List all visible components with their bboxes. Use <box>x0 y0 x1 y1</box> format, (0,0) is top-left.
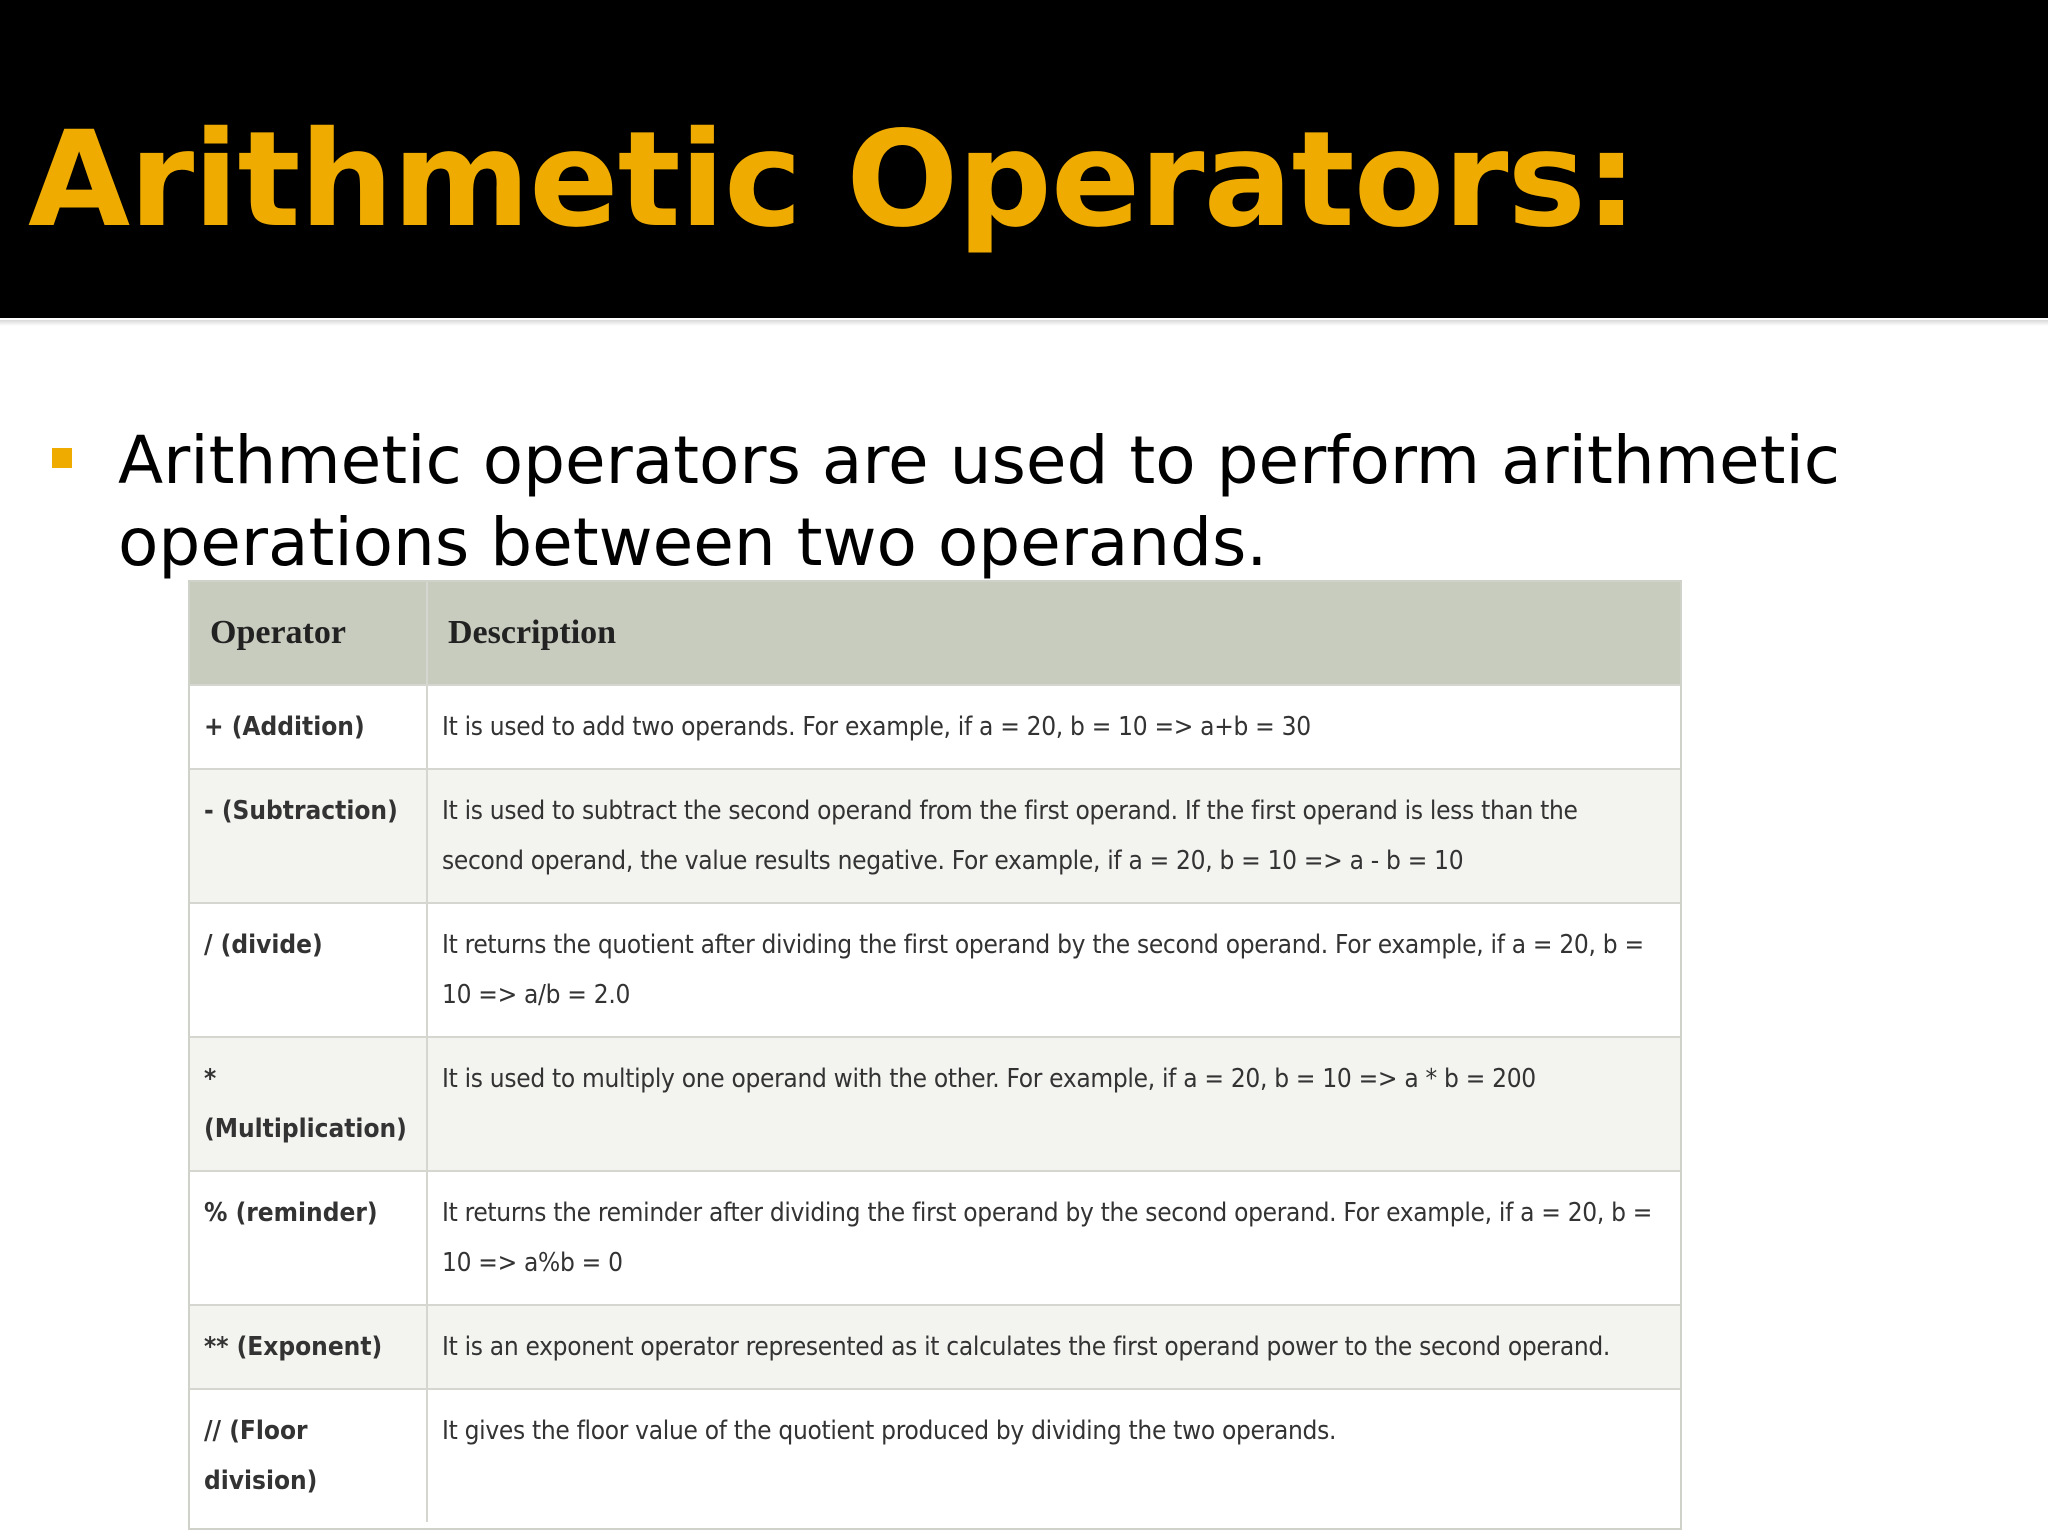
description-cell: It returns the quotient after dividing the first operand by the second operand. For example, if a = 20, b = 10 => a/b = 2.0 <box>427 903 1680 1037</box>
header-operator: Operator <box>190 582 427 685</box>
table-row <box>190 903 1680 1037</box>
description-cell: It is an exponent operator represented as it calculates the first operand power to the second operand. <box>427 1305 1680 1389</box>
table-row <box>190 1171 1680 1305</box>
operator-cell: - (Subtraction) <box>190 769 427 903</box>
operators-table <box>190 582 1680 1522</box>
description-cell: It is used to multiply one operand with the other. For example, if a = 20, b = 10 => a * b = 200 <box>427 1037 1680 1171</box>
table-header-row <box>190 582 1680 685</box>
header-description: Description <box>427 582 1680 685</box>
title-divider <box>0 320 2048 326</box>
operator-cell: ** (Exponent) <box>190 1305 427 1389</box>
operator-cell: / (divide) <box>190 903 427 1037</box>
table-row <box>190 1305 1680 1389</box>
table-row <box>190 1037 1680 1171</box>
table-row <box>190 1389 1680 1522</box>
description-cell: It gives the floor value of the quotient produced by dividing the two operands. <box>427 1389 1680 1522</box>
description-cell: It is used to add two operands. For example, if a = 20, b = 10 => a+b = 30 <box>427 685 1680 769</box>
description-cell: It returns the reminder after dividing the first operand by the second operand. For example, if a = 20, b = 10 => a%b = 0 <box>427 1171 1680 1305</box>
operator-cell: + (Addition) <box>190 685 427 769</box>
table-row <box>190 685 1680 769</box>
slide-title: Arithmetic Operators: <box>28 103 1637 257</box>
table-row <box>190 769 1680 903</box>
operator-cell: // (Floor division) <box>190 1389 427 1522</box>
bullet-text: Arithmetic operators are used to perform arithmetic operations between two operands. <box>118 422 1841 581</box>
operators-table-image <box>188 580 1682 1530</box>
description-cell: It is used to subtract the second operand from the first operand. If the first operand is less than the second operand, the value results negative. For example, if a = 20, b = 10 => a - b = 10 <box>427 769 1680 903</box>
operator-cell: % (reminder) <box>190 1171 427 1305</box>
square-bullet-icon <box>52 448 72 468</box>
operator-cell: * (Multiplication) <box>190 1037 427 1171</box>
